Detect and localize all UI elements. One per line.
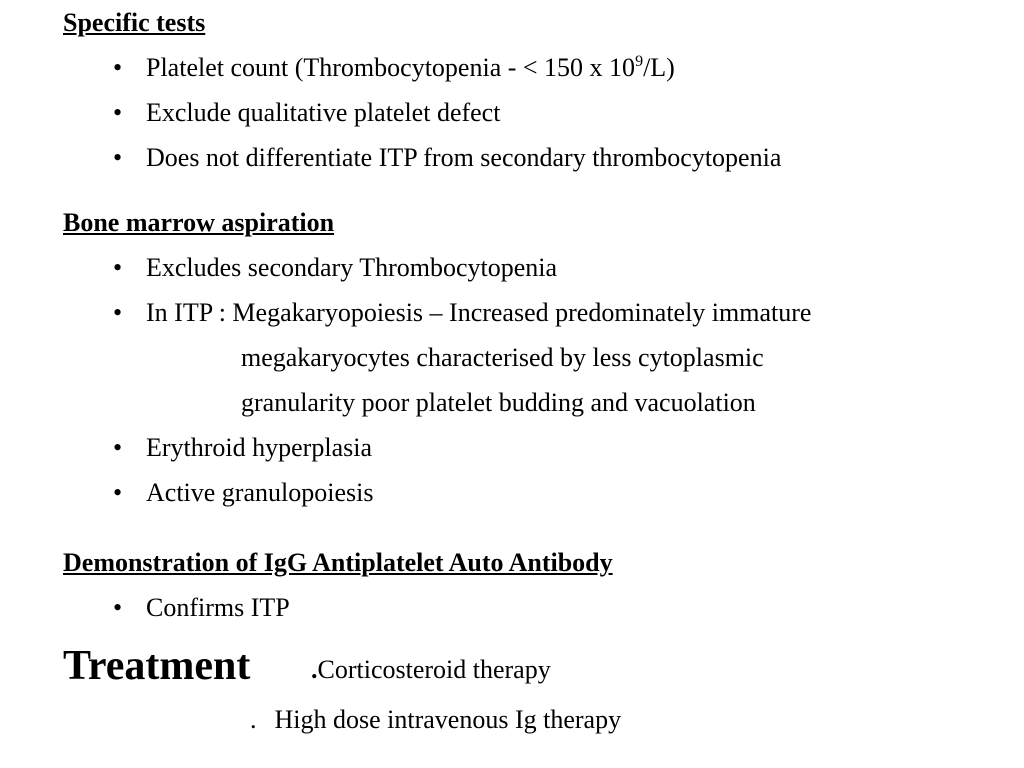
bullet-icon: • bbox=[113, 298, 123, 327]
list-item bbox=[113, 53, 675, 83]
bullet-text: Erythroid hyperplasia bbox=[146, 433, 372, 462]
treatment-title: Treatment bbox=[63, 643, 251, 689]
list-item bbox=[113, 253, 557, 283]
list-item bbox=[113, 478, 373, 508]
list-item bbox=[113, 433, 372, 463]
bullet-text: Active granulopoiesis bbox=[146, 478, 374, 507]
list-item bbox=[113, 143, 781, 173]
section-heading-igg-antibody: Demonstration of IgG Antiplatelet Auto Antibody bbox=[63, 548, 613, 577]
bullet-icon: • bbox=[113, 478, 123, 507]
bullet-text-suffix: /L) bbox=[643, 53, 675, 82]
bullet-icon: • bbox=[113, 143, 123, 172]
list-item bbox=[113, 593, 290, 623]
treatment-marker: . bbox=[311, 655, 318, 684]
list-item bbox=[113, 298, 811, 328]
section-heading-specific-tests: Specific tests bbox=[63, 8, 206, 37]
bullet-text: In ITP : Megakaryopoiesis – Increased predominately immature bbox=[146, 298, 812, 327]
bullet-icon: • bbox=[113, 593, 123, 622]
treatment-text: Corticosteroid therapy bbox=[317, 655, 551, 684]
bullet-icon: • bbox=[113, 53, 123, 82]
treatment-item-corticosteroid bbox=[311, 655, 551, 685]
bullet-text: Confirms ITP bbox=[146, 593, 290, 622]
bullet-continuation-line: megakaryocytes characterised by less cytoplasmic bbox=[241, 343, 764, 372]
section-heading-bone-marrow: Bone marrow aspiration bbox=[63, 208, 335, 237]
bullet-text: Does not differentiate ITP from secondary thrombocytopenia bbox=[146, 143, 782, 172]
treatment-marker: . bbox=[250, 705, 257, 734]
bullet-text: Exclude qualitative platelet defect bbox=[146, 98, 501, 127]
treatment-text: High dose intravenous Ig therapy bbox=[274, 705, 622, 734]
treatment-item-ivig bbox=[250, 705, 621, 735]
bullet-text: Excludes secondary Thrombocytopenia bbox=[146, 253, 558, 282]
bullet-text: Platelet count (Thrombocytopenia - < 150 x 10 bbox=[146, 53, 636, 82]
bullet-icon: • bbox=[113, 253, 123, 282]
bullet-continuation-line: granularity poor platelet budding and vacuolation bbox=[241, 388, 756, 417]
bullet-icon: • bbox=[113, 98, 123, 127]
superscript: 9 bbox=[635, 53, 644, 70]
bullet-icon: • bbox=[113, 433, 123, 462]
list-item bbox=[113, 98, 500, 128]
